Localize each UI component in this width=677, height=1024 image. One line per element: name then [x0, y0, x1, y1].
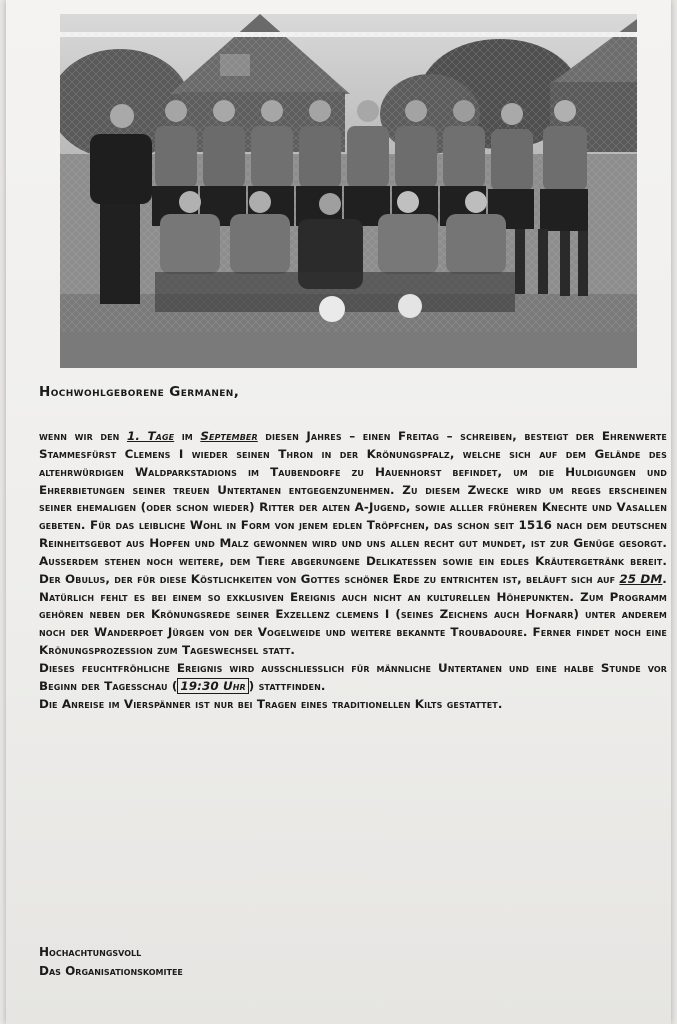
body-text-segment: ) stattfinden. — [248, 678, 326, 693]
event-day: 1. Tage — [126, 429, 175, 443]
paragraph-travel: Die Anreise im Vierspänner ist nur bei Tragen eines traditionellen Kilts gestattet. — [39, 696, 503, 711]
invitation-body — [39, 428, 667, 714]
event-time: 19:30 Uhr — [177, 678, 248, 694]
team-photo — [60, 14, 637, 368]
event-month: September — [200, 429, 258, 443]
event-price: 25 DM — [619, 571, 663, 586]
paragraph-time — [39, 660, 667, 696]
closing-salutation: Hochachtungsvoll — [39, 945, 142, 959]
body-text-segment: . — [662, 571, 667, 586]
closing-block — [39, 943, 183, 981]
body-text-segment: wenn wir den — [39, 429, 127, 443]
body-text-segment: Dieses feuchtfröhliche Ereignis wird ausschliesslich für männliche Untertanen und eine halbe Stunde vor Beginn der Tagesschau ( — [39, 660, 667, 693]
paragraph-invitation — [39, 428, 667, 589]
body-text-segment: im — [174, 429, 201, 443]
greeting-heading: Hochwohlgeborene Germanen, — [39, 384, 240, 400]
paragraph-program: Natürlich fehlt es bei einem so exklusiven Ereignis auch nicht an kulturellen Höhepunkten. Zum Programm gehören neben der Krönungsrede seiner Exzellenz clemens I (seines Zeichens auch Hofnarr) unter anderem noch der Wanderpoet Jürgen von der Vogelweide und weitere bekannte Troubadoure. Ferner findet noch eine Krönungsprozession zum Tageswechsel statt. — [39, 589, 667, 658]
closing-signature: Das Organisationskomitee — [39, 964, 183, 978]
team-photo-graphic — [60, 14, 637, 368]
invitation-sheet — [6, 0, 671, 1024]
body-text-segment: diesen Jahres – einen Freitag – schreiben, besteigt der Ehrenwerte Stammesfürst Clemens I wieder seinen Thron in der Krönungspfalz, welche sich auf dem Gelände des altehrwürdigen Waldparkstadions im Taubendorfe zu Hauenhorst befindet, um die Huldigungen und Ehrerbietungen seiner treuen Untertanen entgegenzunehmen. Zu diesem Zwecke wird um reges erscheinen seiner ehemaligen (oder schon wieder) Ritter der alten A-Jugend, sowie alller früheren Knechte und Vasallen gebeten. Für das leibliche Wohl in Form von jenem edlen Tröpfchen, das schon seit 1516 nach dem deutschen Reinheitsgebot aus Hopfen und Malz gewonnen wird und uns allen recht gut mundet, ist zur Genüge gesorgt. Ausserdem stehen noch weitere, dem Tiere abgerungene Delikatessen sowie ein edles Kräutergetränk bereit. Der Obulus, der für diese Köstlichkeiten von Gottes schöner Erde zu entrichten ist, beläuft sich auf — [39, 429, 667, 586]
